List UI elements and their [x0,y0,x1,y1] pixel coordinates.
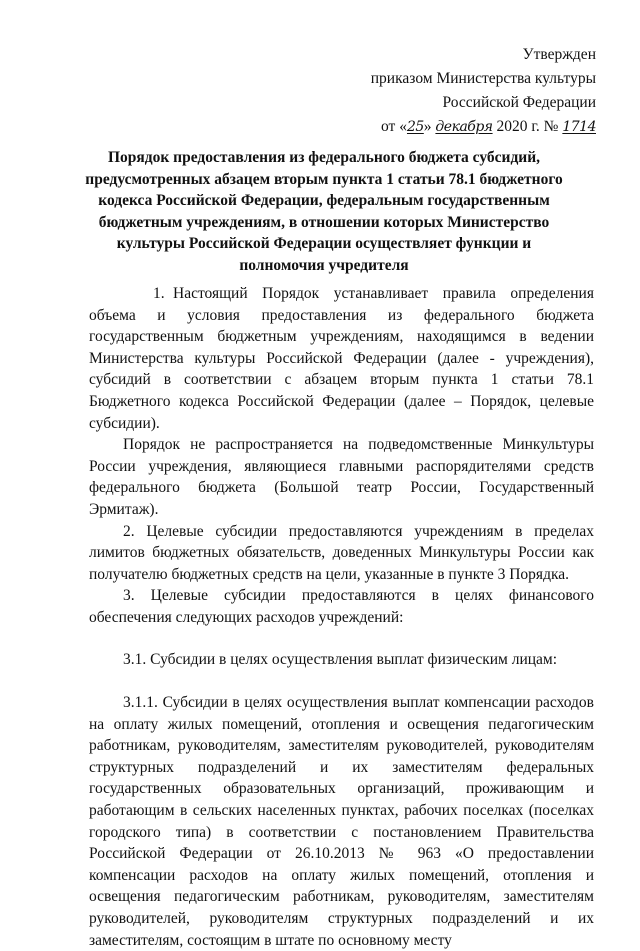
paragraph-5: 3.1. Субсидии в целях осуществления выплат физическим лицам: [123,650,558,668]
paragraph-4: 3. Целевые субсидии предоставляются в целях финансового обеспечения следующих расходов учреждений: [89,587,594,626]
paragraph-1 [89,283,594,434]
paragraph-2: Порядок не распространяется на подведомственные Минкультуры России учреждения, являющиеся главными распорядителями средств федерального бюджета (Большой театр России, Государственный Эрмитаж). [89,436,594,518]
handwritten-order-number: 1714 [562,119,596,135]
paragraph-1-text: Настоящий Порядок устанавливает правила определения объема и условия предоставления из федерального бюджета государственным бюджетным учреждениям, находящимся в ведении Министерства культуры Российской Федерации (далее - учреждения), субсидий в соответствии с абзацем вторым пункта 1 статьи 78.1 Бюджетного кодекса Российской Федерации (далее – Порядок, целевые субсидии). [89,285,594,432]
date-prefix: от « [381,118,407,135]
approval-date-line [296,115,596,139]
date-mid: » [423,118,436,135]
handwritten-month: декабря [435,119,493,135]
approval-approved: Утвержден [522,46,596,63]
paragraph-6: 3.1.1. Субсидии в целях осуществления выплат компенсации расходов на оплату жилых помещений, отопления и освещения педагогическим работникам, руководителям, заместителям руководителей, руководителям структурных подразделений и их заместителям федеральных государственных образовательных организаций, проживающим и работающим в сельских населенных пунктах, рабочих поселках (поселках городского типа) в соответствии с постановлением Правительства Российской Федерации от 26.10.2013 № 963 «О предоставлении компенсации расходов на оплату жилых помещений, отопления и освещения педагогическим работникам, руководителям, заместителям руководителей, руководителям структурных подразделений и их заместителям, состоящим в штате по основному месту [89,694,594,949]
document-body [89,283,594,951]
approval-order-issuer: приказом Министерства культуры [370,70,596,87]
approval-country: Российской Федерации [442,94,596,111]
paragraph-1-number: 1. [153,285,165,302]
approval-stamp [296,43,596,139]
handwritten-day: 25 [406,119,424,135]
paragraph-3: 2. Целевые субсидии предоставляются учреждениям в пределах лимитов бюджетных обязательств, доведенных Минкультуры России как получателю бюджетных средств на цели, указанные в пункте 3 Порядка. [89,522,594,583]
document-title: Порядок предоставления из федерального бюджета субсидий, предусмотренных абзацем вторым пункта 1 статьи 78.1 бюджетного кодекса Российской Федерации, федеральным государственным бюджетным учреждениям, в отношении которых Министерство культуры Российской Федерации осуществляет функции и полномочия учредителя [85,149,563,274]
date-year: 2020 г. № [492,118,563,135]
